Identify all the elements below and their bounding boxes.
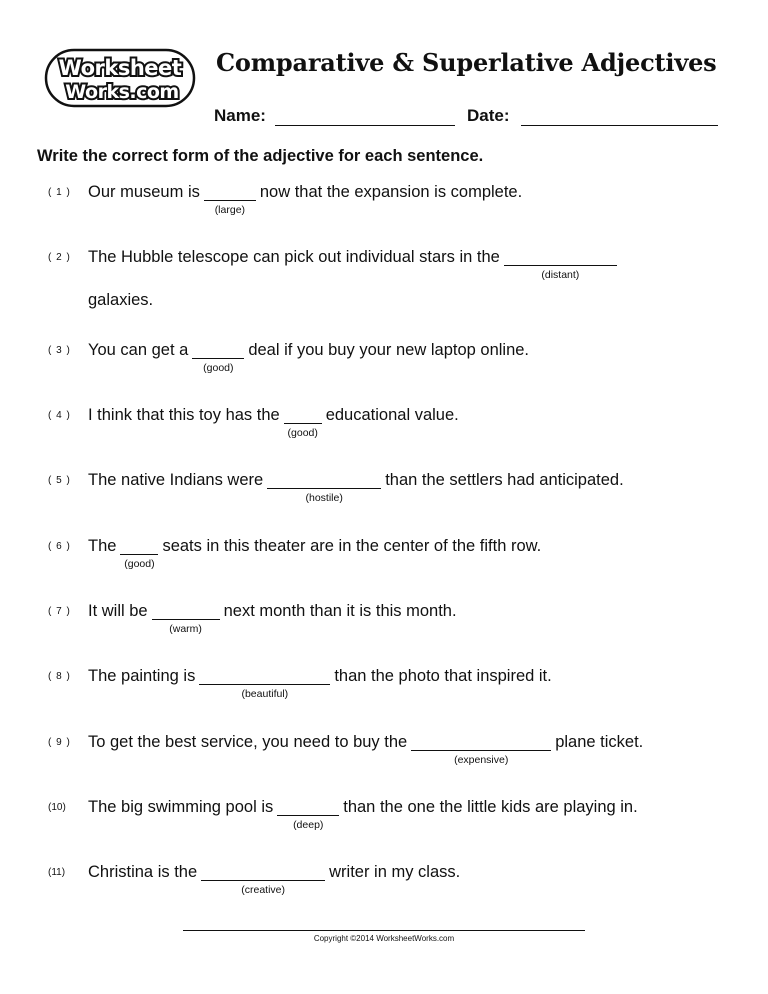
question-number: ( 1 )	[48, 187, 71, 198]
question-number: ( 2 )	[48, 252, 71, 263]
sentence-start: I think that this toy has the	[88, 406, 280, 424]
sentence-start: Our museum is	[88, 183, 200, 201]
adjective-hint: (creative)	[241, 884, 286, 896]
adjective-hint: (deep)	[293, 819, 324, 831]
sentence-end: than the settlers had anticipated.	[385, 471, 624, 489]
answer-blank[interactable]	[204, 182, 256, 216]
footer-divider	[183, 930, 585, 931]
sentence-start: The	[88, 537, 117, 555]
sentence-end: writer in my class.	[329, 863, 461, 881]
sentence-start: The big swimming pool is	[88, 798, 274, 816]
adjective-hint: (good)	[124, 558, 155, 570]
sentence-start: The native Indians were	[88, 471, 264, 489]
sentence-end: next month than it is this month.	[223, 602, 457, 620]
question-number: (10)	[48, 802, 66, 813]
name-field-line[interactable]	[275, 125, 455, 126]
sentence-start: The painting is	[88, 667, 196, 685]
sentence-end: deal if you buy your new laptop online.	[248, 341, 530, 359]
answer-blank[interactable]	[152, 601, 220, 635]
answer-blank[interactable]	[201, 862, 325, 896]
adjective-hint: (good)	[287, 427, 318, 439]
sentence-end: than the one the little kids are playing in.	[343, 798, 638, 816]
adjective-hint: (expensive)	[454, 754, 509, 766]
question-number: ( 8 )	[48, 671, 71, 682]
answer-blank[interactable]	[192, 340, 244, 374]
date-label: Date:	[467, 106, 510, 125]
copyright-footer: Copyright ©2014 WorksheetWorks.com	[313, 934, 455, 943]
sentence-end: educational value.	[325, 406, 459, 424]
logo-line2: Works.com	[65, 81, 179, 103]
adjective-hint: (distant)	[541, 269, 580, 281]
name-label: Name:	[214, 106, 266, 125]
sentence-start: It will be	[88, 602, 148, 620]
answer-blank[interactable]	[120, 536, 158, 570]
answer-blank[interactable]	[504, 247, 617, 281]
adjective-hint: (hostile)	[305, 492, 343, 504]
answer-blank[interactable]	[277, 797, 339, 831]
question-number: ( 4 )	[48, 410, 71, 421]
sentence-end: now that the expansion is complete.	[259, 183, 523, 201]
sentence-start: To get the best service, you need to buy the	[88, 733, 408, 751]
date-field-line[interactable]	[521, 125, 718, 126]
adjective-hint: (beautiful)	[241, 688, 289, 700]
instructions: Write the correct form of the adjective for each sentence.	[37, 147, 484, 165]
question-number: ( 6 )	[48, 541, 71, 552]
answer-blank[interactable]	[411, 732, 551, 766]
sentence-end: than the photo that inspired it.	[334, 667, 552, 685]
answer-blank[interactable]	[267, 470, 381, 504]
sentence-continuation: galaxies.	[88, 291, 154, 309]
adjective-hint: (warm)	[169, 623, 202, 635]
question-number: ( 9 )	[48, 737, 71, 748]
question-number: ( 3 )	[48, 345, 71, 356]
worksheetworks-logo	[44, 46, 196, 110]
logo-line1: Worksheet	[58, 56, 182, 80]
question-number: (11)	[48, 867, 66, 878]
answer-blank[interactable]	[199, 666, 330, 700]
answer-blank[interactable]	[284, 405, 322, 439]
sentence-end: seats in this theater are in the center of the fifth row.	[162, 537, 542, 555]
question-number: ( 5 )	[48, 475, 71, 486]
sentence-end: plane ticket.	[555, 733, 644, 751]
sentence-start: The Hubble telescope can pick out individual stars in the	[88, 248, 500, 266]
adjective-hint: (large)	[214, 204, 246, 216]
worksheet-title: Comparative & Superlative Adjectives	[216, 48, 717, 77]
sentence-start: You can get a	[88, 341, 189, 359]
sentence-start: Christina is the	[88, 863, 198, 881]
question-number: ( 7 )	[48, 606, 71, 617]
adjective-hint: (good)	[203, 362, 234, 374]
